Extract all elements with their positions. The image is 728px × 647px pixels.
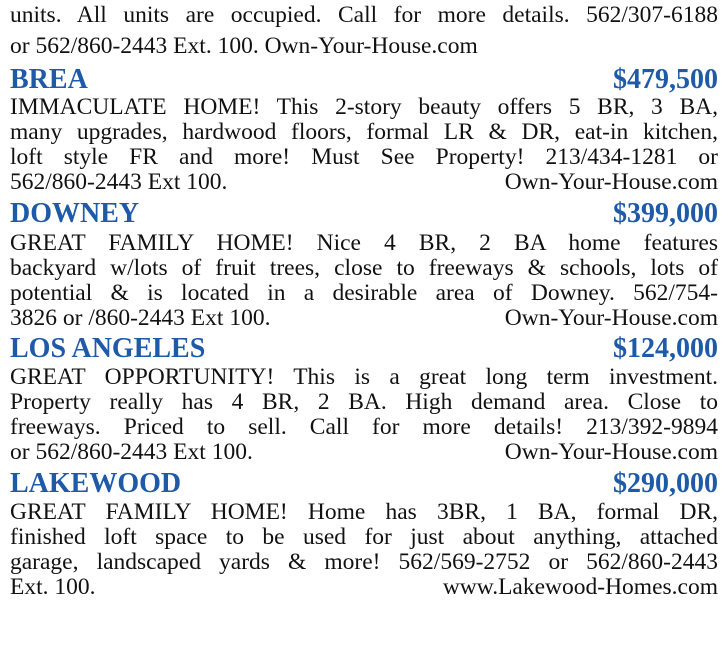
listing-phone-ext: 3826 or /860-2443 Ext 100. <box>10 307 271 330</box>
listing-website: Own-Your-House.com <box>504 441 718 464</box>
listing-heading-lakewood <box>10 470 718 498</box>
listing-city: LAKEWOOD <box>10 468 182 499</box>
intro-line-1: units. All units are occupied. Call for more details. 562/307-6188 <box>10 4 718 27</box>
listing-contact-line <box>10 441 718 464</box>
listing-phone-ext: Ext. 100. <box>10 576 96 599</box>
listing-text-line: GREAT FAMILY HOME! Nice 4 BR, 2 BA home features <box>10 232 718 255</box>
listing-text-line: garage, landscaped yards & more! 562/569-2752 or 562/860-2443 <box>10 551 718 574</box>
listing-contact-line <box>10 307 718 330</box>
intro-line-2: or 562/860-2443 Ext. 100. Own-Your-House.com <box>10 35 478 58</box>
listing-website: Own-Your-House.com <box>504 307 718 330</box>
listing-heading-brea <box>10 66 718 94</box>
listing-city: BREA <box>10 64 88 95</box>
listing-website: www.Lakewood-Homes.com <box>442 576 718 599</box>
listing-price: $124,000 <box>613 333 718 364</box>
listing-text-line: freeways. Priced to sell. Call for more details! 213/392-9894 <box>10 416 718 439</box>
listing-text-line: loft style FR and more! Must See Property! 213/434-1281 or <box>10 146 718 169</box>
listing-heading-los-angeles <box>10 335 718 363</box>
listing-text-line: IMMACULATE HOME! This 2-story beauty offers 5 BR, 3 BA, <box>10 96 718 119</box>
listing-text-line: backyard w/lots of fruit trees, close to freeways & schools, lots of <box>10 257 718 280</box>
listing-text-line: Property really has 4 BR, 2 BA. High demand area. Close to <box>10 391 718 414</box>
listing-heading-downey <box>10 200 718 228</box>
listing-contact-line <box>10 576 718 599</box>
listing-text-line: potential & is located in a desirable area of Downey. 562/754- <box>10 282 718 305</box>
listing-city: LOS ANGELES <box>10 333 206 364</box>
listing-text-line: many upgrades, hardwood floors, formal LR & DR, eat-in kitchen, <box>10 121 718 144</box>
listing-price: $479,500 <box>613 64 718 95</box>
listing-text-line: GREAT FAMILY HOME! Home has 3BR, 1 BA, formal DR, <box>10 501 718 524</box>
listing-website: Own-Your-House.com <box>504 171 718 194</box>
classified-listings <box>10 0 718 647</box>
listing-phone-ext: or 562/860-2443 Ext 100. <box>10 441 253 464</box>
listing-text-line: finished loft space to be used for just about anything, attached <box>10 526 718 549</box>
listing-price: $290,000 <box>613 468 718 499</box>
listing-contact-line <box>10 171 718 194</box>
listing-phone-ext: 562/860-2443 Ext 100. <box>10 171 228 194</box>
listing-price: $399,000 <box>613 198 718 229</box>
listing-city: DOWNEY <box>10 198 140 229</box>
listing-text-line: GREAT OPPORTUNITY! This is a great long term investment. <box>10 366 718 389</box>
